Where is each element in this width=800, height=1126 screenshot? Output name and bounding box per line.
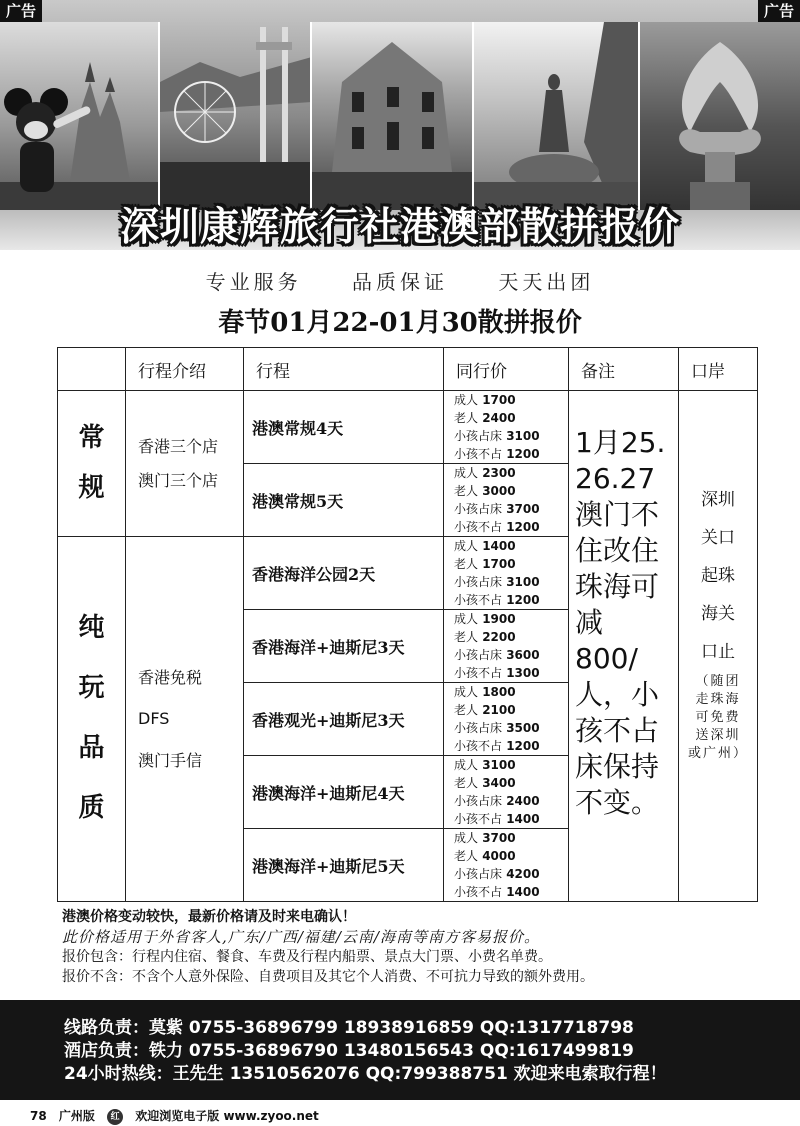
remark-line: 住改住 xyxy=(575,534,660,567)
price-value: 3600 xyxy=(506,648,540,662)
price-label: 老人 xyxy=(454,776,479,790)
price-label: 成人 xyxy=(454,393,479,407)
price-value: 2300 xyxy=(482,466,516,480)
price-value: 3400 xyxy=(482,776,516,790)
price-value: 4200 xyxy=(506,867,540,881)
port-line: 起珠 xyxy=(701,566,735,586)
price-value: 1200 xyxy=(506,447,540,461)
contact-bar xyxy=(0,1000,800,1100)
page-footer xyxy=(0,1104,800,1126)
port-note-line: 走珠海 xyxy=(695,692,741,707)
category-premium xyxy=(58,537,126,902)
header-price: 同行价 xyxy=(444,348,569,391)
remark-line: 1月25. xyxy=(575,426,666,459)
header-port: 口岸 xyxy=(679,348,758,391)
port-line: 口止 xyxy=(701,642,735,662)
price-value: 1200 xyxy=(506,739,540,753)
price-value: 1300 xyxy=(506,666,540,680)
ad-label-right: 广告 xyxy=(758,0,800,22)
route-name: 香港海洋+迪斯尼3天 xyxy=(244,610,444,683)
price-value: 3700 xyxy=(506,502,540,516)
price-value: 1200 xyxy=(506,520,540,534)
price-value: 2100 xyxy=(482,703,516,717)
slogan: 天天出团 xyxy=(498,270,595,294)
remark-line: 减 800/ xyxy=(575,606,638,675)
category-char: 质 xyxy=(78,792,105,823)
port-line: 关口 xyxy=(701,528,735,548)
footer-website-link[interactable]: 欢迎浏览电子版 www.zyoo.net xyxy=(135,1109,319,1123)
intro-line: DFS xyxy=(138,709,170,729)
price-excludes: 报价不含：不含个人意外保险、自费项目及其它个人消费、不可抗力导致的额外费用。 xyxy=(62,969,594,985)
route-name: 香港观光+迪斯尼3天 xyxy=(244,683,444,756)
port-line: 海关 xyxy=(701,604,735,624)
price-label: 成人 xyxy=(454,758,479,772)
contact-line: 酒店负责：铁力 0755-36896790 13480156543 QQ:1617499819 xyxy=(64,1041,634,1061)
intro-line: 香港三个店 xyxy=(138,436,219,456)
price-label: 老人 xyxy=(454,411,479,425)
port-note xyxy=(679,673,757,763)
price-value: 1700 xyxy=(482,393,516,407)
price-label: 成人 xyxy=(454,685,479,699)
price-label: 小孩不占 xyxy=(454,447,503,461)
intro-line: 香港免税 xyxy=(138,667,203,687)
price-value: 1200 xyxy=(506,593,540,607)
price-label: 成人 xyxy=(454,539,479,553)
port-note-line: 或广州） xyxy=(687,746,748,761)
price-label: 小孩不占 xyxy=(454,885,503,899)
remark-line: 床保持 xyxy=(575,750,660,783)
page-number: 78 xyxy=(30,1109,47,1123)
intro-premium xyxy=(126,537,244,902)
price-value: 2400 xyxy=(482,411,516,425)
price-label: 老人 xyxy=(454,484,479,498)
applicability-note: 此价格适用于外省客人,广东/广西/福建/云南/海南等南方客易报价。 xyxy=(62,928,540,946)
price-label: 小孩不占 xyxy=(454,812,503,826)
price-value: 1900 xyxy=(482,612,516,626)
remark-cell xyxy=(569,391,679,902)
price-label: 老人 xyxy=(454,557,479,571)
slogan: 品质保证 xyxy=(352,270,448,294)
price-label: 小孩占床 xyxy=(454,429,503,443)
ruins-of-st-paul-photo xyxy=(312,22,474,210)
category-char: 纯 xyxy=(78,613,105,644)
price-label: 小孩不占 xyxy=(454,520,503,534)
port-note-line: （随团 xyxy=(695,674,741,689)
price-label: 小孩不占 xyxy=(454,593,503,607)
price-label: 老人 xyxy=(454,703,479,717)
remark-line: 澳门不 xyxy=(575,498,660,531)
price-label: 老人 xyxy=(454,630,479,644)
slogans xyxy=(0,266,800,295)
price-value: 3100 xyxy=(482,758,516,772)
price-cell xyxy=(444,391,569,464)
route-name: 港澳海洋+迪斯尼4天 xyxy=(244,756,444,829)
price-label: 小孩占床 xyxy=(454,575,503,589)
guanyin-statue-photo xyxy=(474,22,640,210)
intro-line: 澳门三个店 xyxy=(138,470,219,490)
intro-regular xyxy=(126,391,244,537)
remark-line: 孩不占 xyxy=(575,714,660,747)
price-value: 3500 xyxy=(506,721,540,735)
price-cell xyxy=(444,464,569,537)
price-includes: 报价包含：行程内住宿、餐食、车费及行程内船票、景点大门票、小费名单费。 xyxy=(62,949,552,965)
price-cell xyxy=(444,537,569,610)
contact-line: 24小时热线：王先生 13510562076 QQ:799388751 欢迎来电索取行程！ xyxy=(64,1064,667,1084)
category-char: 品 xyxy=(78,733,105,763)
header-intro: 行程介绍 xyxy=(126,348,244,391)
port-line: 深圳 xyxy=(701,490,735,510)
price-label: 成人 xyxy=(454,612,479,626)
table-header-row xyxy=(58,348,758,391)
header-remark: 备注 xyxy=(569,348,679,391)
price-cell xyxy=(444,756,569,829)
port-note-line: 送深圳 xyxy=(695,728,741,743)
price-label: 小孩不占 xyxy=(454,666,503,680)
category-regular xyxy=(58,391,126,537)
category-char: 常 xyxy=(78,423,105,454)
remark-line: 人，小 xyxy=(575,678,660,711)
price-value: 3700 xyxy=(482,831,516,845)
contact-line: 线路负责：莫紫 0755-36896799 18938916859 QQ:1317718798 xyxy=(64,1018,634,1038)
slogan: 专业服务 xyxy=(205,270,302,294)
price-cell xyxy=(444,829,569,902)
price-value: 2200 xyxy=(482,630,516,644)
price-value: 1400 xyxy=(506,812,540,826)
price-label: 小孩占床 xyxy=(454,648,503,662)
ocean-park-photo xyxy=(160,22,312,210)
edition-label: 广州版 xyxy=(58,1109,95,1123)
golden-bauhinia-photo xyxy=(640,22,800,210)
disney-castle-photo xyxy=(0,22,160,210)
table-row xyxy=(58,391,758,464)
route-name: 港澳常规4天 xyxy=(244,391,444,464)
port-note-line: 可免费 xyxy=(695,710,741,725)
price-label: 小孩占床 xyxy=(454,794,503,808)
category-char: 玩 xyxy=(78,673,105,704)
page-title: 深圳康辉旅行社港澳部散拼报价 xyxy=(119,204,680,250)
price-value: 3000 xyxy=(482,484,516,498)
price-value: 4000 xyxy=(482,849,516,863)
header-empty xyxy=(58,348,126,391)
route-name: 香港海洋公园2天 xyxy=(244,537,444,610)
publisher-logo-icon: 红 xyxy=(107,1109,123,1125)
price-cell xyxy=(444,683,569,756)
intro-line: 澳门手信 xyxy=(138,750,203,770)
price-value: 1400 xyxy=(506,885,540,899)
notes xyxy=(62,907,782,987)
price-value: 1400 xyxy=(482,539,516,553)
route-name: 港澳常规5天 xyxy=(244,464,444,537)
price-label: 小孩占床 xyxy=(454,721,503,735)
price-label: 老人 xyxy=(454,849,479,863)
price-value: 3100 xyxy=(506,575,540,589)
ad-label-left: 广告 xyxy=(0,0,42,22)
price-cell xyxy=(444,610,569,683)
port-cell xyxy=(679,391,758,902)
price-value: 1800 xyxy=(482,685,516,699)
category-char: 规 xyxy=(78,472,105,503)
subtitle: 春节01月22-01月30散拼报价 xyxy=(218,308,582,338)
header-route: 行程 xyxy=(244,348,444,391)
price-value: 2400 xyxy=(506,794,540,808)
price-label: 小孩占床 xyxy=(454,502,503,516)
price-label: 小孩不占 xyxy=(454,739,503,753)
remark-line: 不变。 xyxy=(575,786,660,819)
price-value: 1700 xyxy=(482,557,516,571)
price-value: 3100 xyxy=(506,429,540,443)
price-label: 成人 xyxy=(454,831,479,845)
route-name: 港澳海洋+迪斯尼5天 xyxy=(244,829,444,902)
remark-line: 珠海可 xyxy=(575,570,660,603)
price-warning: 港澳价格变动较快，最新价格请及时来电确认！ xyxy=(62,909,356,925)
price-table xyxy=(57,347,758,902)
price-label: 小孩占床 xyxy=(454,867,503,881)
remark-line: 26.27 xyxy=(575,462,656,495)
price-label: 成人 xyxy=(454,466,479,480)
